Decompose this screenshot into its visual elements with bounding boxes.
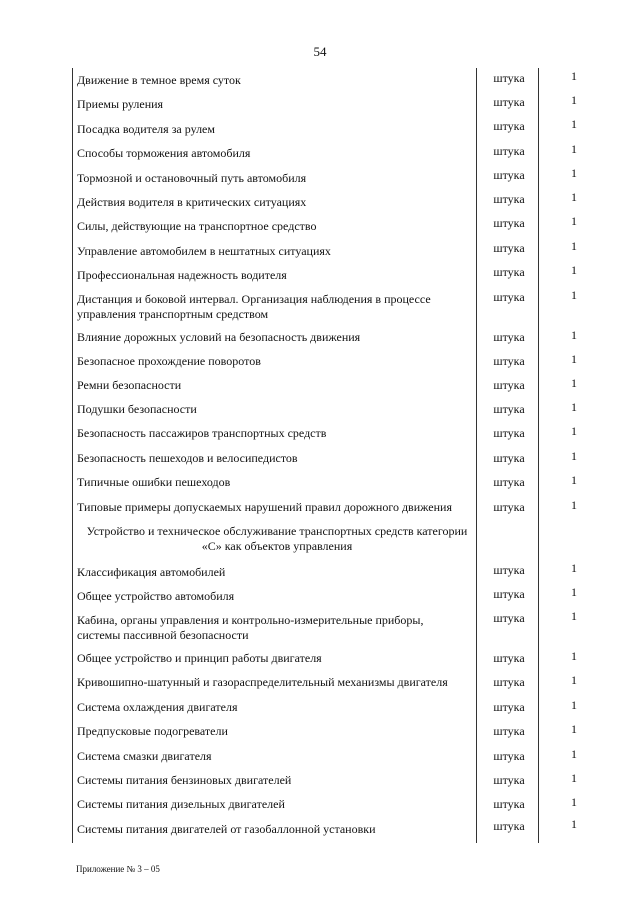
- item-quantity: 1: [571, 214, 577, 228]
- item-quantity: 1: [571, 263, 577, 277]
- item-unit: штука: [493, 144, 525, 158]
- table-qty-column-border: [538, 68, 539, 843]
- item-name: Системы питания дизельных двигателей: [77, 797, 285, 811]
- item-unit: штука: [493, 563, 525, 577]
- item-quantity: 1: [571, 376, 577, 390]
- item-name: Приемы руления: [77, 97, 164, 111]
- item-name: Посадка водителя за рулем: [77, 122, 215, 136]
- item-quantity: 1: [571, 795, 577, 809]
- item-quantity: 1: [571, 771, 577, 785]
- item-name: Кривошипно-шатунный и газораспределительный механизмы двигателя: [77, 675, 448, 689]
- item-unit: штука: [493, 168, 525, 182]
- item-unit: штука: [493, 500, 525, 514]
- item-name: Профессиональная надежность водителя: [77, 268, 287, 282]
- item-name: Подушки безопасности: [77, 402, 197, 416]
- table-unit-column-border: [476, 68, 477, 843]
- item-unit: штука: [493, 71, 525, 85]
- item-unit: штука: [493, 216, 525, 230]
- item-unit: штука: [493, 354, 525, 368]
- item-unit: штука: [493, 611, 525, 625]
- item-quantity: 1: [571, 142, 577, 156]
- item-name: Система охлаждения двигателя: [77, 700, 238, 714]
- item-name: Влияние дорожных условий на безопасность движения: [77, 330, 361, 344]
- item-quantity: 1: [571, 561, 577, 575]
- item-unit: штука: [493, 651, 525, 665]
- item-name: Типичные ошибки пешеходов: [77, 475, 231, 489]
- item-name: Предпусковые подогреватели: [77, 724, 228, 738]
- item-unit: штука: [493, 426, 525, 440]
- item-unit: штука: [493, 241, 525, 255]
- item-name: Силы, действующие на транспортное средство: [77, 219, 317, 233]
- item-quantity: 1: [571, 817, 577, 831]
- section-title: Устройство и техническое обслуживание транспортных средств категории «С» как объектов управления: [86, 524, 468, 553]
- item-quantity: 1: [571, 698, 577, 712]
- item-name: Ремни безопасности: [77, 378, 182, 392]
- item-unit: штука: [493, 773, 525, 787]
- item-unit: штука: [493, 290, 525, 304]
- item-quantity: 1: [571, 424, 577, 438]
- item-name: Способы торможения автомобиля: [77, 146, 251, 160]
- page-number: 54: [313, 44, 327, 59]
- item-unit: штука: [493, 119, 525, 133]
- item-name: Типовые примеры допускаемых нарушений правил дорожного движения: [77, 500, 452, 514]
- item-quantity: 1: [571, 288, 577, 302]
- item-name: Управление автомобилем в нештатных ситуациях: [77, 244, 331, 258]
- item-quantity: 1: [571, 166, 577, 180]
- equipment-table: [72, 68, 606, 843]
- footer-appendix: Приложение № 3 – 05: [76, 864, 160, 874]
- item-quantity: 1: [571, 117, 577, 131]
- item-unit: штука: [493, 402, 525, 416]
- item-name: Действия водителя в критических ситуациях: [77, 195, 307, 209]
- item-unit: штука: [493, 587, 525, 601]
- item-quantity: 1: [571, 747, 577, 761]
- item-name: Общее устройство и принцип работы двигателя: [77, 651, 322, 665]
- item-quantity: 1: [571, 93, 577, 107]
- item-quantity: 1: [571, 722, 577, 736]
- item-quantity: 1: [571, 649, 577, 663]
- item-quantity: 1: [571, 673, 577, 687]
- item-quantity: 1: [571, 352, 577, 366]
- item-unit: штука: [493, 700, 525, 714]
- item-name: Кабина, органы управления и контрольно-измерительные приборы, системы пассивной безопасности: [77, 613, 424, 642]
- item-quantity: 1: [571, 449, 577, 463]
- item-quantity: 1: [571, 585, 577, 599]
- item-unit: штука: [493, 265, 525, 279]
- item-quantity: 1: [571, 239, 577, 253]
- item-quantity: 1: [571, 190, 577, 204]
- item-quantity: 1: [571, 328, 577, 342]
- item-quantity: 1: [571, 609, 577, 623]
- item-unit: штука: [493, 451, 525, 465]
- item-name: Безопасность пешеходов и велосипедистов: [77, 451, 298, 465]
- item-name: Движение в темное время суток: [77, 73, 241, 87]
- item-quantity: 1: [571, 473, 577, 487]
- item-name: Системы питания бензиновых двигателей: [77, 773, 292, 787]
- item-unit: штука: [493, 724, 525, 738]
- item-name: Системы питания двигателей от газобаллонной установки: [77, 822, 376, 836]
- table-left-border: [72, 68, 73, 843]
- item-name: Безопасное прохождение поворотов: [77, 354, 261, 368]
- item-quantity: 1: [571, 498, 577, 512]
- item-name: Безопасность пассажиров транспортных средств: [77, 426, 327, 440]
- item-unit: штука: [493, 675, 525, 689]
- item-name: Система смазки двигателя: [77, 749, 212, 763]
- item-quantity: 1: [571, 400, 577, 414]
- item-name: Общее устройство автомобиля: [77, 589, 235, 603]
- item-name: Дистанция и боковой интервал. Организация наблюдения в процессе управления транспортным средством: [77, 292, 431, 321]
- item-unit: штука: [493, 378, 525, 392]
- item-unit: штука: [493, 797, 525, 811]
- item-quantity: 1: [571, 69, 577, 83]
- item-unit: штука: [493, 819, 525, 833]
- item-unit: штука: [493, 330, 525, 344]
- item-unit: штука: [493, 95, 525, 109]
- item-unit: штука: [493, 749, 525, 763]
- item-unit: штука: [493, 192, 525, 206]
- item-name: Классификация автомобилей: [77, 565, 226, 579]
- item-name: Тормозной и остановочный путь автомобиля: [77, 171, 307, 185]
- item-unit: штука: [493, 475, 525, 489]
